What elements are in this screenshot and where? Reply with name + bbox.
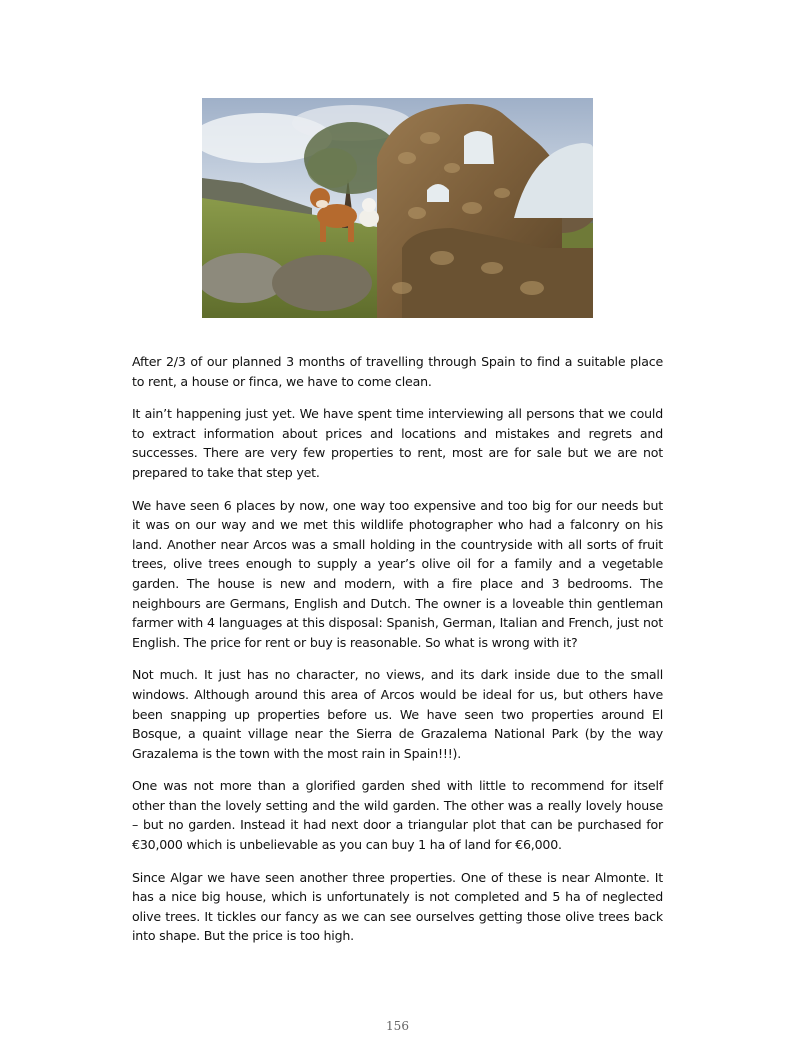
paragraph-2: It ain’t happening just yet. We have spent time interviewing all persons that we could to extract information about prices and locations and mistakes and regrets and successes. There are very few properties to rent, most are for sale but we are not prepared to take that step yet. [132,406,663,480]
paragraph-5: One was not more than a glorified garden shed with little to recommend for itself other than the lovely setting and the wild garden. The other was a really lovely house – but no garden. Instead it had next door a triangular plot that can be purchased for €30,000 which is unbelievable as you can buy 1 ha of land for €6,000. [132,778,663,853]
photo-dogs-on-stone-ruin [202,98,593,318]
paragraph-4: Not much. It just has no character, no views, and its dark inside due to the small windows. Although around this area of Arcos would be ideal for us, but others have been snapping up properties before us. We have seen two properties around El Bosque, a quaint village near the Sierra de Grazalema National Park (by the way Grazalema is the town with the most rain in Spain!!!). [132,667,663,761]
page-number: 156 [386,1019,409,1033]
article-body [132,352,663,959]
paragraph-1: After 2/3 of our planned 3 months of travelling through Spain to find a suitable place to rent, a house or finca, we have to come clean. [132,354,663,389]
paragraph-3: We have seen 6 places by now, one way too expensive and too big for our needs but it was on our way and we met this wildlife photographer who had a falconry on his land. Another near Arcos was a small holding in the countryside with all sorts of fruit trees, olive trees enough to supply a year’s olive oil for a family and a vegetable garden. The house is new and modern, with a fire place and 3 bedrooms. The neighbours are Germans, English and Dutch. The owner is a loveable thin gentleman farmer with 4 languages at this disposal: Spanish, German, Italian and French, just not English. The price for rent or buy is reasonable. So what is wrong with it? [132,497,663,650]
paragraph-6: Since Algar we have seen another three properties. One of these is near Almonte. It has a nice big house, which is unfortunately is not completed and 5 ha of neglected olive trees. It tickles our fancy as we can see ourselves getting those olive trees back into shape. But the price is too high. [132,869,663,944]
